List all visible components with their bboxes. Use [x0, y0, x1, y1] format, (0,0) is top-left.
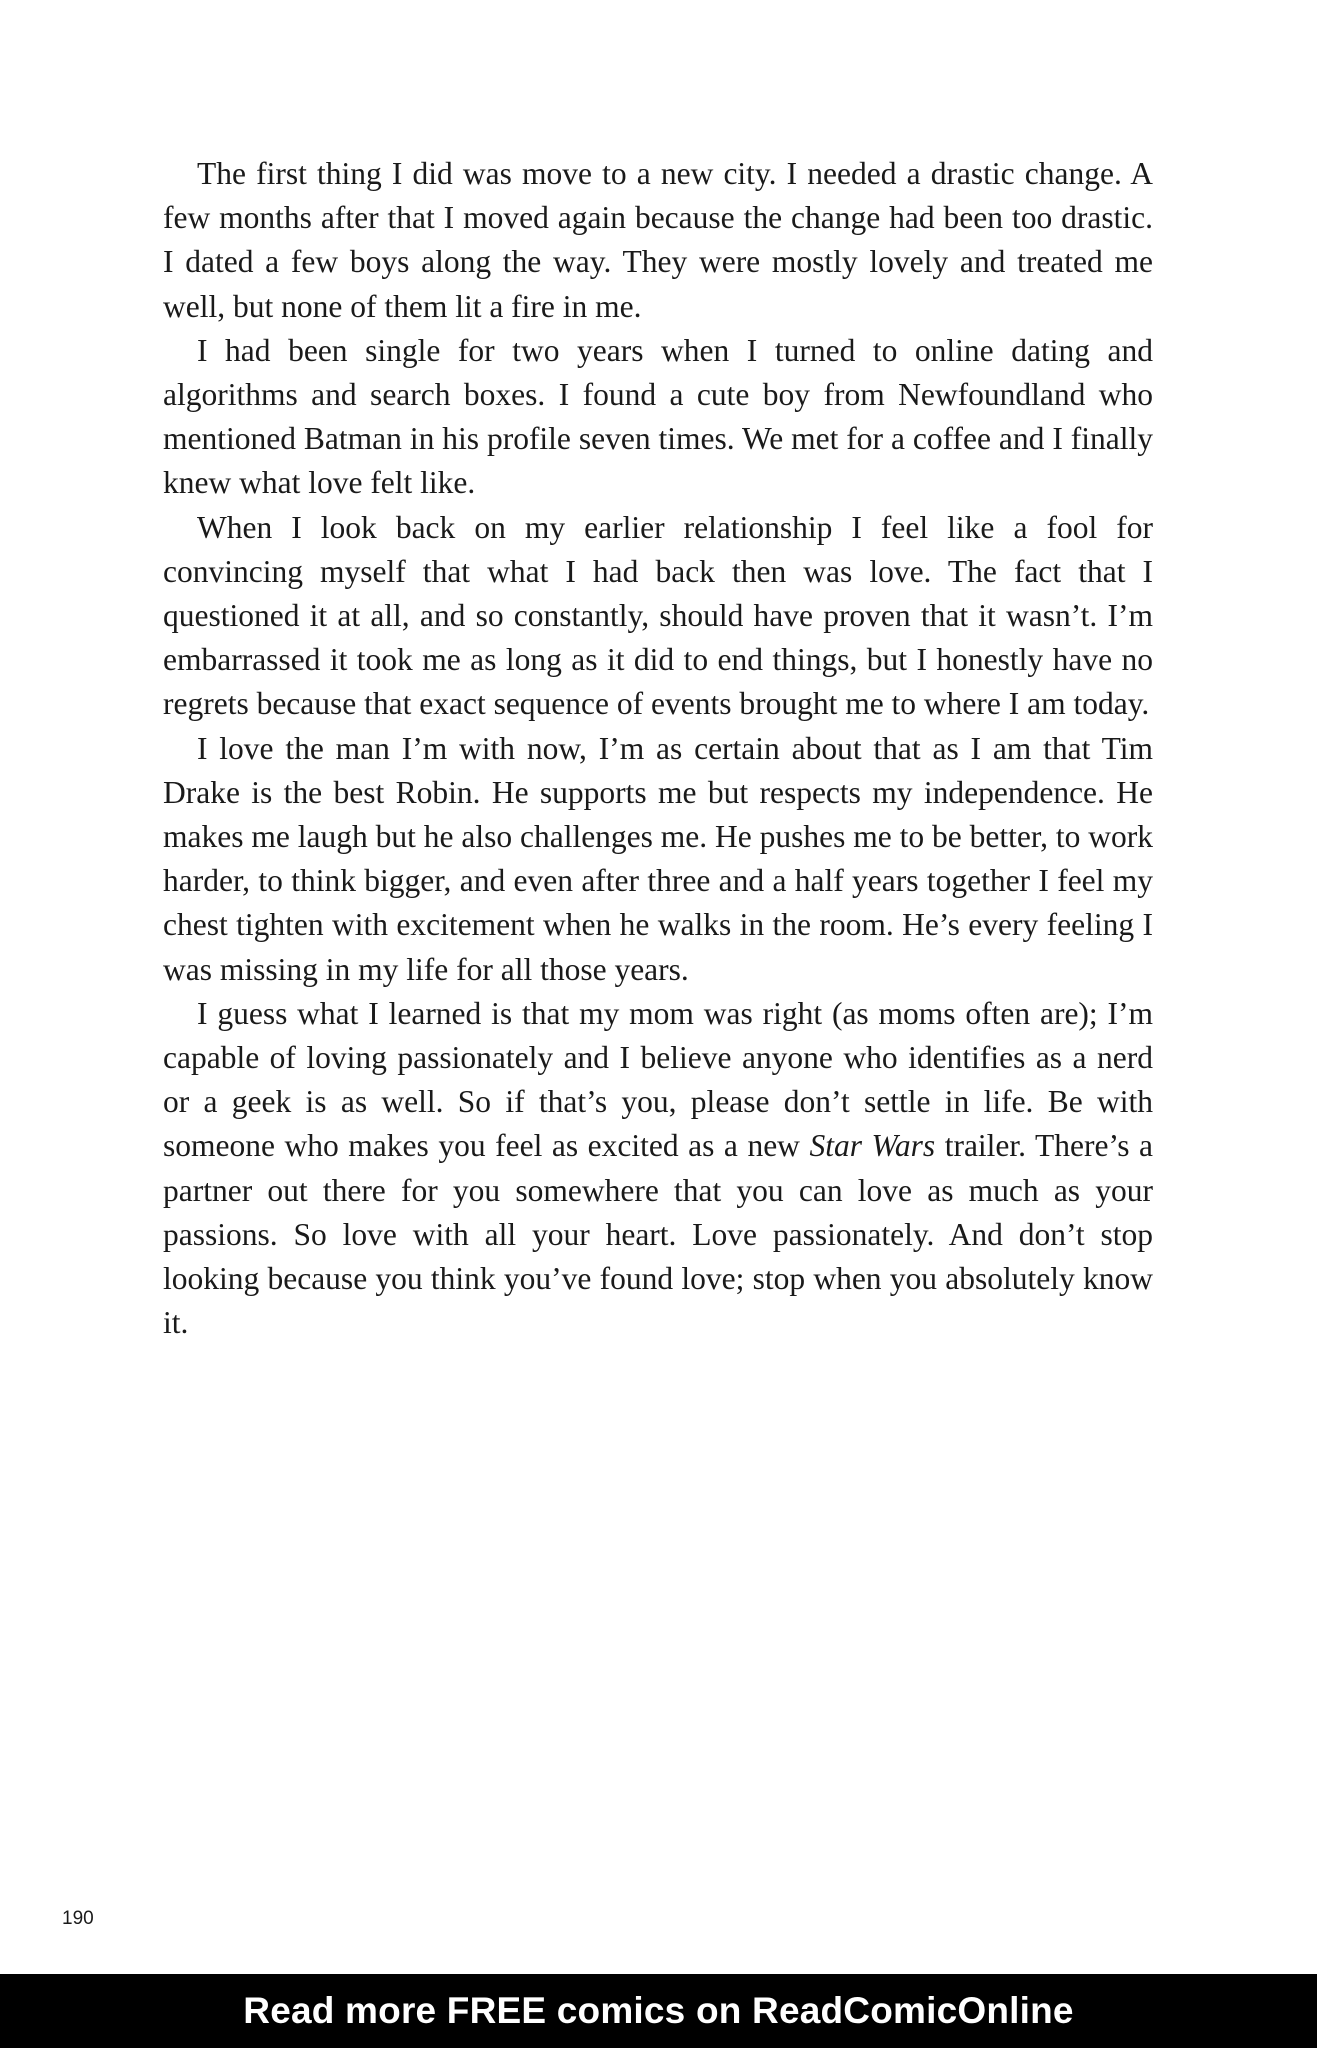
paragraph-lesson [163, 992, 1153, 1346]
read-more-link[interactable]: Read more FREE comics on ReadComicOnline [243, 1990, 1074, 2031]
lesson-text-end: trailer. There’s a partner out there for you somewhere that you can love as much as your passions. So love with all your heart. Love passionately. And don’t stop looking because you think you’ve found love; stop when you absolutely know it. [163, 1128, 1153, 1341]
paragraph-love-now: I love the man I’m with now, I’m as certain about that as I am that Tim Drake is the best Robin. He supports me but respects my independence. He makes me laugh but he also challenges me. He pushes me to be better, to work harder, to think bigger, and even after three and a half years together I feel my chest tighten with excitement when he walks in the room. He’s every feeling I was missing in my life for all those years. [163, 730, 1153, 987]
promo-banner [0, 1974, 1317, 2048]
page-number: 190 [62, 1908, 94, 1929]
lesson-text-start: I guess what I learned is that my mom was right (as moms often are); I’m capable of loving passionately and I believe anyone who identifies as a nerd or a geek is as well. So if that’s you, please don’t settle in life. Be with someone who makes you feel as excited as a new [163, 995, 1153, 1164]
body-text [163, 152, 1153, 1345]
paragraph-looking-back: When I look back on my earlier relationship I feel like a fool for convincing myself that what I had back then was love. The fact that I questioned it at all, and so constantly, should have proven that it wasn’t. I’m embarrassed it took me as long as it did to end things, but I honestly have no regrets because that exact sequence of events brought me to where I am today. [163, 509, 1153, 722]
paragraph-online-dating: I had been single for two years when I turned to online dating and algorithms and search boxes. I found a cute boy from Newfoundland who mentioned Batman in his profile seven times. We met for a coffee and I finally knew what love felt like. [163, 332, 1153, 501]
star-wars-title: Star Wars [809, 1128, 936, 1164]
paragraph-moving: The first thing I did was move to a new city. I needed a drastic change. A few months after that I moved again because the change had been too drastic. I dated a few boys along the way. They were mostly lovely and treated me well, but none of them lit a fire in me. [163, 156, 1153, 324]
